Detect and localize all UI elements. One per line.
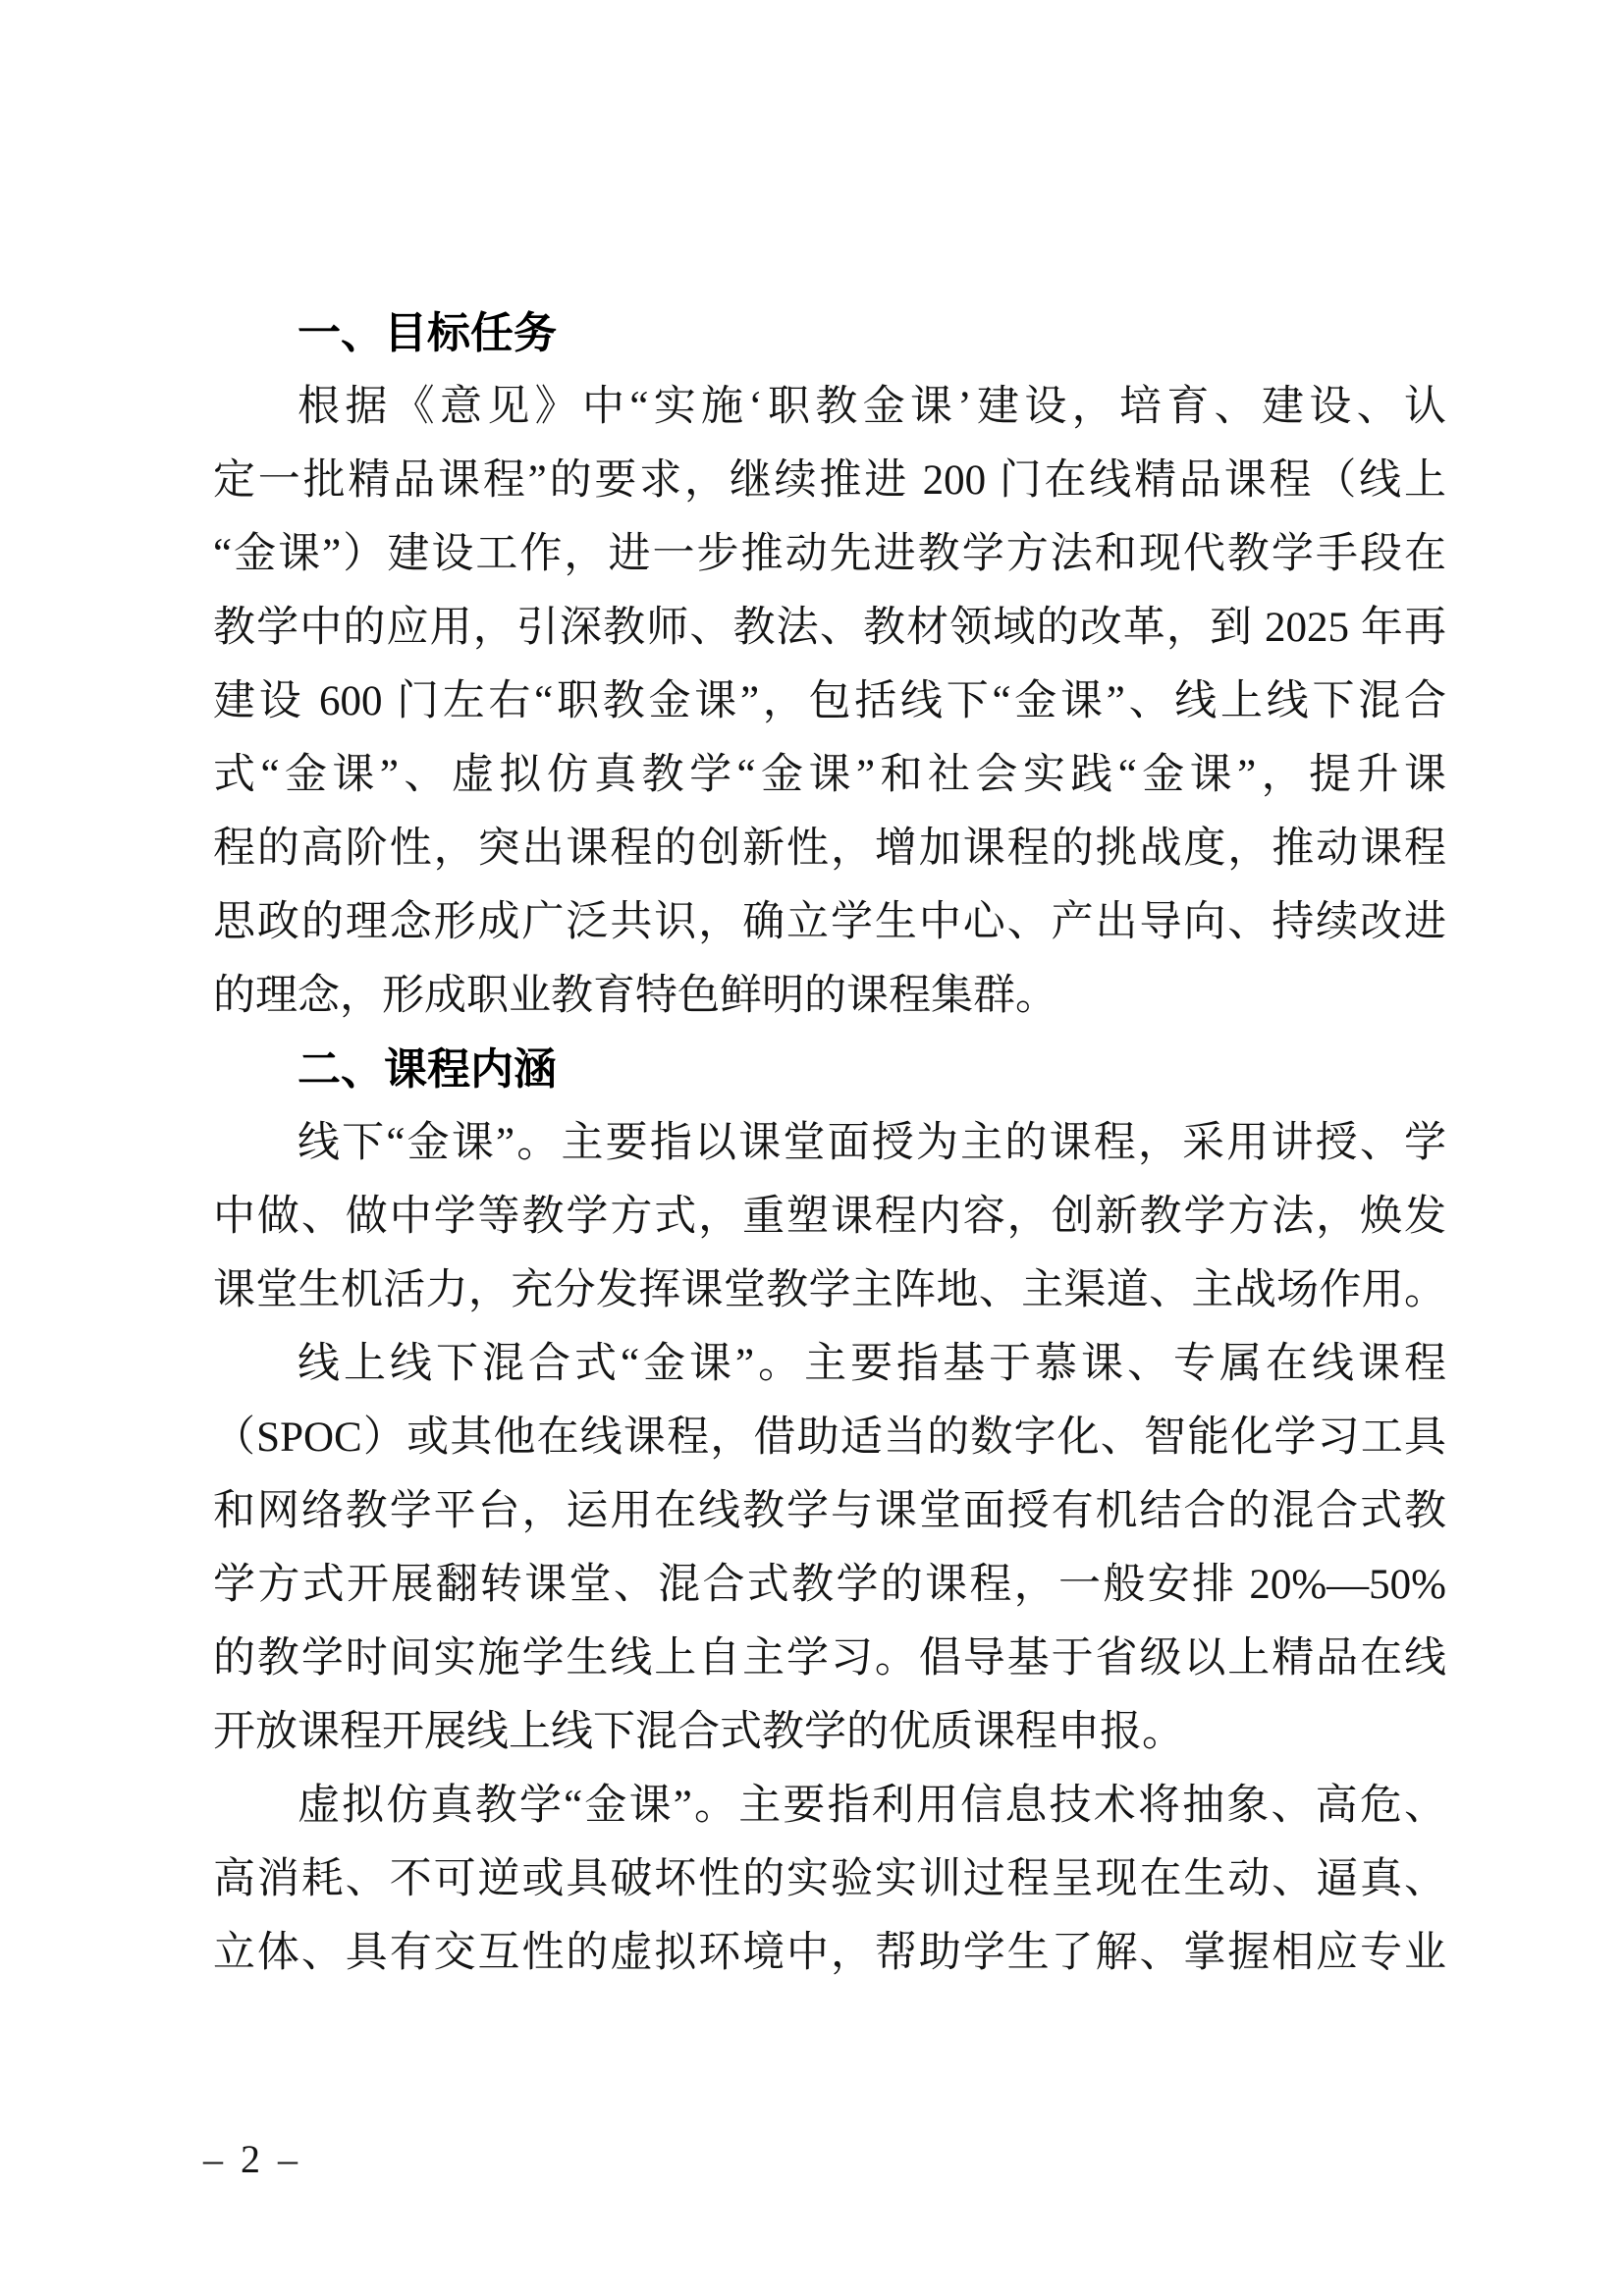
text-line: “金课”）建设工作，进一步推动先进教学方法和现代教学手段在 [213, 531, 1446, 577]
section-heading: 二、课程内涵 [298, 1045, 557, 1094]
section-heading: 一、目标任务 [298, 309, 557, 357]
text-line: 教学中的应用，引深教师、教法、教材领域的改革，到 2025 年再 [213, 605, 1446, 651]
text-line: 线上线下混合式“金课”。主要指基于慕课、专属在线课程 [298, 1341, 1446, 1387]
text-line: 和网络教学平台，运用在线教学与课堂面授有机结合的混合式教 [213, 1488, 1446, 1534]
page-number: – 2 – [203, 2137, 298, 2181]
text-line: 式“金课”、虚拟仿真教学“金课”和社会实践“金课”，提升课 [213, 752, 1446, 798]
text-line: 高消耗、不可逆或具破坏性的实验实训过程呈现在生动、逼真、 [213, 1856, 1446, 1902]
text-line: 线下“金课”。主要指以课堂面授为主的课程，采用讲授、学 [298, 1120, 1446, 1166]
text-line: 思政的理念形成广泛共识，确立学生中心、产出导向、持续改进 [213, 899, 1446, 945]
text-line: 建设 600 门左右“职教金课”，包括线下“金课”、线上线下混合 [213, 678, 1446, 724]
text-line: 根据《意见》中“实施‘职教金课’建设，培育、建设、认 [298, 384, 1446, 430]
text-line: 中做、做中学等教学方式，重塑课程内容，创新教学方法，焕发 [213, 1194, 1446, 1240]
text-line: 虚拟仿真教学“金课”。主要指利用信息技术将抽象、高危、 [298, 1783, 1446, 1829]
text-line: （SPOC）或其他在线课程，借助适当的数字化、智能化学习工具 [213, 1415, 1446, 1461]
text-line: 的理念，形成职业教育特色鲜明的课程集群。 [213, 973, 1057, 1019]
text-line: 定一批精品课程”的要求，继续推进 200 门在线精品课程（线上 [213, 457, 1446, 504]
text-line: 程的高阶性，突出课程的创新性，增加课程的挑战度，推动课程 [213, 826, 1446, 872]
text-line: 开放课程开展线上线下混合式教学的优质课程申报。 [213, 1709, 1184, 1755]
text-line: 立体、具有交互性的虚拟环境中，帮助学生了解、掌握相应专业 [213, 1930, 1446, 1976]
text-line: 学方式开展翻转课堂、混合式教学的课程，一般安排 20%—50% [213, 1562, 1446, 1608]
document-body [213, 296, 1446, 1990]
text-line: 课堂生机活力，充分发挥课堂教学主阵地、主渠道、主战场作用。 [213, 1267, 1446, 1313]
text-line: 的教学时间实施学生线上自主学习。倡导基于省级以上精品在线 [213, 1635, 1446, 1682]
